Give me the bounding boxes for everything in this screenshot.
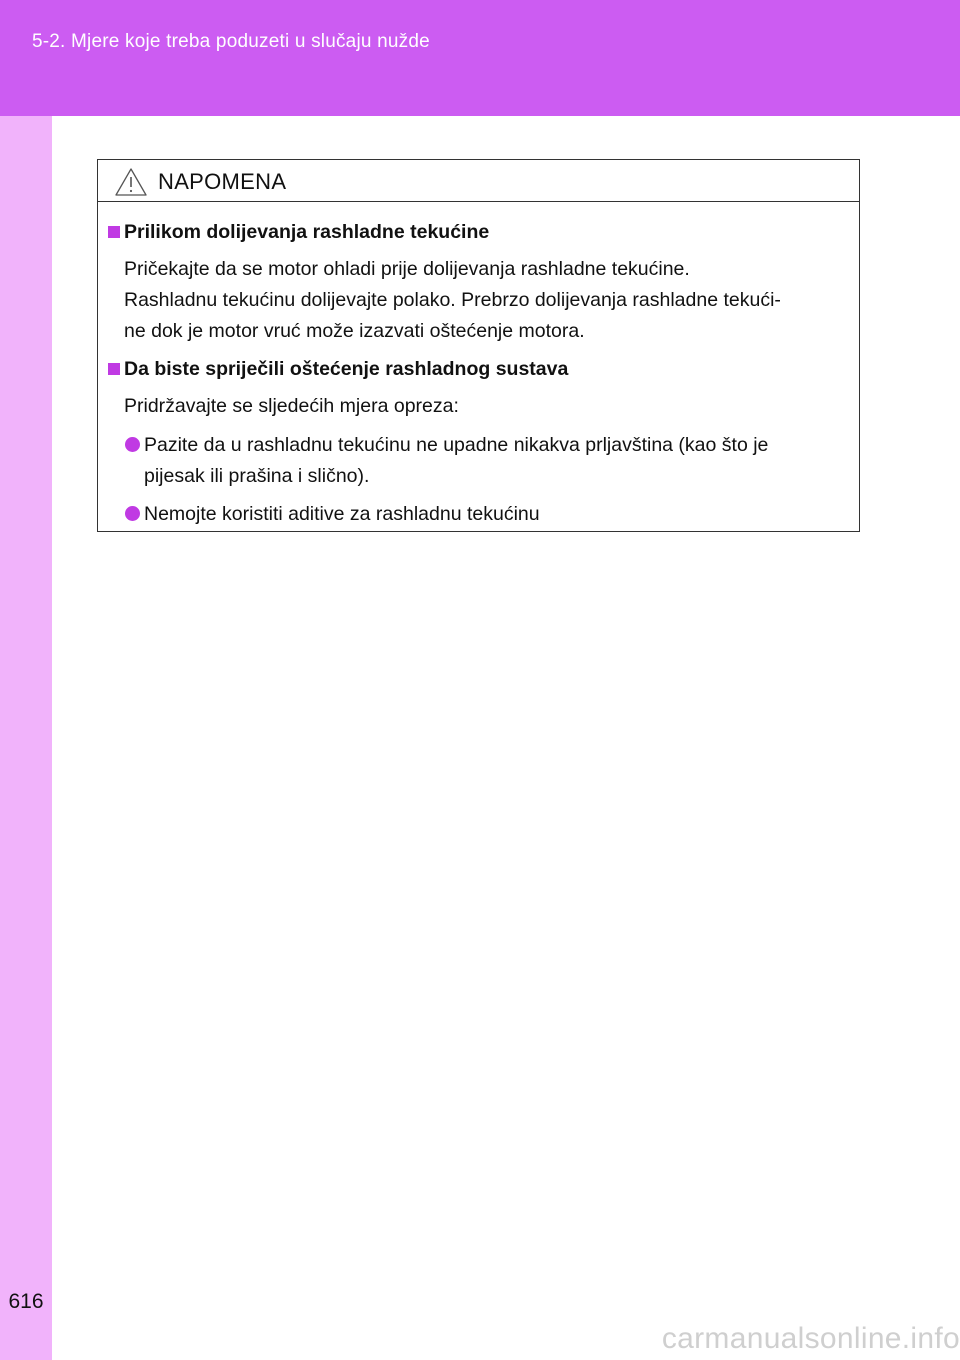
- list-item: [106, 430, 851, 492]
- section-title: 5-2. Mjere koje treba poduzeti u slučaju nužde: [32, 31, 430, 52]
- section-intro: Pridržavajte se sljedećih mjera opreza:: [124, 395, 459, 417]
- side-band: [0, 116, 52, 1360]
- square-bullet-icon: [108, 226, 120, 238]
- round-bullet-icon: [125, 437, 140, 452]
- notice-body: [98, 218, 859, 530]
- section-heading-text: Da biste spriječili oštećenje rashladnog sustava: [124, 358, 569, 380]
- section-heading-cooling-system: [106, 355, 851, 383]
- section-paragraph: [106, 254, 851, 347]
- list-item: [106, 499, 851, 530]
- notice-title: NAPOMENA: [158, 169, 287, 194]
- watermark: carmanualsonline.info: [661, 1322, 960, 1355]
- list-item-line: Nemojte koristiti aditive za rashladnu tekućinu: [144, 503, 540, 525]
- warning-triangle-icon: [114, 167, 148, 197]
- notice-header: [98, 160, 859, 202]
- section-heading-text: Prilikom dolijevanja rashladne tekućine: [124, 221, 490, 243]
- list-item-line: pijesak ili prašina i slično).: [144, 465, 370, 487]
- square-bullet-icon: [108, 363, 120, 375]
- paragraph-line: ne dok je motor vruć može izazvati oštećenje motora.: [124, 320, 585, 342]
- list-item-line: Pazite da u rashladnu tekućinu ne upadne nikakva prljavština (kao što je: [144, 434, 769, 456]
- paragraph-line: Rashladnu tekućinu dolijevajte polako. Prebrzo dolijevanja rashladne tekući-: [124, 289, 781, 311]
- notice-box: [97, 159, 860, 532]
- paragraph-line: Pričekajte da se motor ohladi prije dolijevanja rashladne tekućine.: [124, 258, 690, 280]
- round-bullet-icon: [125, 506, 140, 521]
- header-band: [0, 0, 960, 116]
- page-number: 616: [8, 1290, 44, 1313]
- section-heading-coolant-refill: [106, 218, 851, 246]
